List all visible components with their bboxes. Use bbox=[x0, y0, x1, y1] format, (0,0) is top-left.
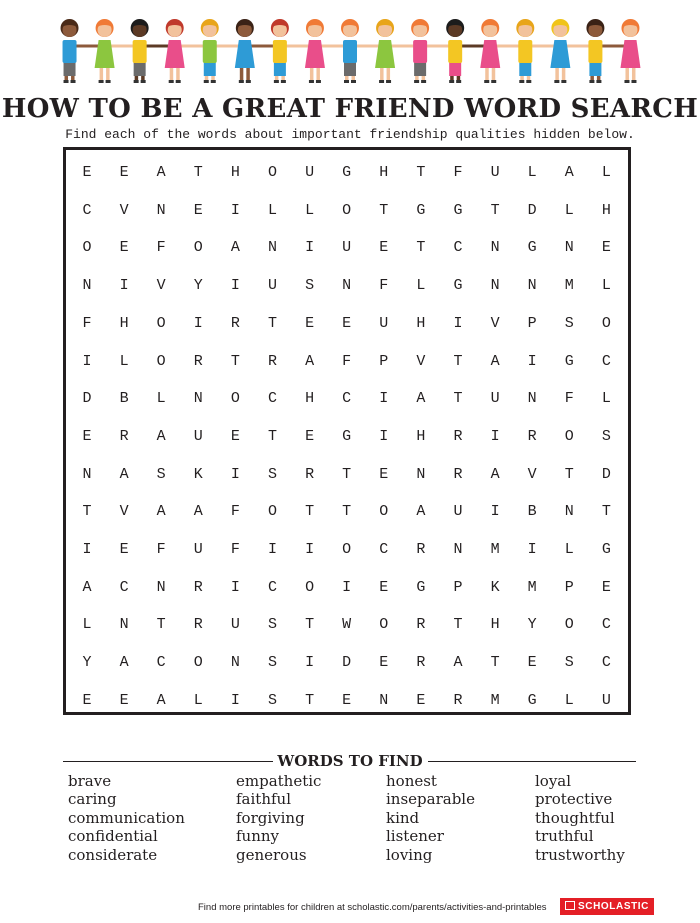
grid-letter[interactable]: T bbox=[82, 503, 92, 521]
grid-letter[interactable]: N bbox=[527, 390, 537, 408]
logo-text: SCHOLASTIC bbox=[578, 901, 649, 912]
grid-letter[interactable]: A bbox=[156, 503, 166, 521]
grid-letter[interactable]: O bbox=[342, 541, 352, 558]
grid-letter[interactable]: U bbox=[193, 541, 203, 558]
grid-letter[interactable]: L bbox=[564, 541, 574, 558]
grid-letter[interactable]: E bbox=[305, 427, 315, 445]
grid-letter[interactable]: H bbox=[416, 427, 426, 445]
grid-letter[interactable]: A bbox=[305, 352, 315, 370]
grid-row bbox=[66, 238, 628, 258]
grid-letter[interactable]: N bbox=[453, 541, 463, 558]
grid-letter[interactable]: R bbox=[193, 616, 203, 634]
word-item: thoughtful bbox=[535, 808, 615, 827]
grid-letter[interactable]: H bbox=[601, 201, 611, 219]
grid-letter[interactable]: R bbox=[267, 352, 277, 370]
grid-letter[interactable]: A bbox=[156, 691, 166, 709]
grid-letter[interactable]: T bbox=[453, 390, 463, 408]
grid-letter[interactable]: K bbox=[490, 578, 500, 596]
grid-letter[interactable]: T bbox=[342, 503, 352, 521]
word-item: forgiving bbox=[236, 808, 305, 827]
grid-letter[interactable]: O bbox=[193, 654, 203, 672]
grid-letter[interactable]: T bbox=[379, 201, 389, 219]
grid-letter[interactable]: N bbox=[379, 691, 389, 709]
word-item: funny bbox=[236, 827, 280, 846]
grid-letter[interactable]: L bbox=[564, 201, 574, 219]
word-item: confidential bbox=[68, 827, 158, 846]
grid-letter[interactable]: E bbox=[379, 654, 389, 672]
grid-letter[interactable]: R bbox=[193, 578, 203, 596]
grid-letter[interactable]: I bbox=[230, 578, 240, 596]
grid-letter[interactable]: C bbox=[601, 352, 611, 370]
kid-figure bbox=[305, 19, 325, 83]
grid-letter[interactable]: U bbox=[601, 691, 611, 709]
word-item: inseparable bbox=[386, 790, 475, 809]
grid-letter[interactable]: S bbox=[601, 427, 611, 445]
grid-letter[interactable]: E bbox=[119, 541, 129, 558]
book-icon bbox=[565, 901, 575, 910]
grid-letter[interactable]: O bbox=[267, 503, 277, 521]
word-item: listener bbox=[386, 827, 444, 846]
grid-letter[interactable]: L bbox=[82, 616, 92, 634]
grid-letter[interactable]: G bbox=[453, 201, 463, 219]
grid-letter[interactable]: A bbox=[82, 578, 92, 596]
grid-letter[interactable]: S bbox=[305, 277, 315, 295]
grid-letter[interactable]: A bbox=[490, 352, 500, 370]
grid-letter[interactable]: T bbox=[267, 427, 277, 445]
grid-letter[interactable]: U bbox=[193, 427, 203, 445]
word-item: empathetic bbox=[236, 772, 322, 790]
grid-letter[interactable]: E bbox=[119, 239, 129, 257]
grid-letter[interactable]: I bbox=[230, 277, 240, 295]
grid-letter[interactable]: T bbox=[453, 616, 463, 634]
grid-letter[interactable]: E bbox=[82, 164, 92, 181]
grid-letter[interactable]: G bbox=[453, 277, 463, 295]
grid-letter[interactable]: C bbox=[267, 390, 277, 408]
grid-letter[interactable]: E bbox=[230, 427, 240, 445]
grid-letter[interactable]: S bbox=[267, 465, 277, 483]
grid-letter[interactable]: T bbox=[230, 352, 240, 370]
grid-letter[interactable]: N bbox=[230, 654, 240, 672]
grid-letter[interactable]: I bbox=[379, 390, 389, 408]
grid-letter[interactable]: P bbox=[379, 352, 389, 370]
grid-letter[interactable]: V bbox=[416, 352, 426, 370]
grid-letter[interactable]: O bbox=[601, 314, 611, 332]
grid-letter[interactable]: H bbox=[305, 390, 315, 408]
grid-letter[interactable]: N bbox=[564, 503, 574, 521]
grid-row bbox=[66, 502, 628, 522]
grid-letter[interactable]: U bbox=[490, 164, 500, 181]
grid-letter[interactable]: T bbox=[601, 503, 611, 521]
word-item: caring bbox=[68, 790, 117, 809]
grid-letter[interactable]: T bbox=[305, 616, 315, 634]
grid-letter[interactable]: T bbox=[416, 164, 426, 181]
grid-letter[interactable]: T bbox=[453, 352, 463, 370]
grid-letter[interactable]: I bbox=[305, 239, 315, 257]
grid-letter[interactable]: G bbox=[342, 164, 352, 181]
grid-letter[interactable]: U bbox=[230, 616, 240, 634]
grid-letter[interactable]: Y bbox=[527, 616, 537, 634]
grid-letter[interactable]: H bbox=[416, 314, 426, 332]
grid-letter[interactable]: N bbox=[416, 465, 426, 483]
grid-letter[interactable]: R bbox=[416, 654, 426, 672]
word-item: honest bbox=[386, 772, 437, 790]
grid-letter[interactable]: T bbox=[416, 239, 426, 257]
grid-letter[interactable]: F bbox=[156, 541, 166, 558]
grid-letter[interactable]: C bbox=[156, 654, 166, 672]
word-column-1 bbox=[68, 772, 185, 864]
grid-row bbox=[66, 314, 628, 334]
grid-letter[interactable]: D bbox=[601, 465, 611, 483]
grid-letter[interactable]: T bbox=[193, 164, 203, 181]
grid-letter[interactable]: N bbox=[527, 277, 537, 295]
grid-letter[interactable]: C bbox=[342, 390, 352, 408]
grid-letter[interactable]: P bbox=[564, 578, 574, 596]
word-item: communication bbox=[68, 808, 185, 827]
grid-letter[interactable]: O bbox=[564, 616, 574, 634]
grid-letter[interactable]: L bbox=[601, 390, 611, 408]
grid-letter[interactable]: B bbox=[119, 390, 129, 408]
grid-letter[interactable]: T bbox=[305, 503, 315, 521]
kid-figure bbox=[550, 19, 570, 83]
grid-letter[interactable]: I bbox=[267, 541, 277, 558]
grid-letter[interactable]: D bbox=[527, 201, 537, 219]
grid-letter[interactable]: O bbox=[379, 503, 389, 521]
grid-letter[interactable]: R bbox=[416, 541, 426, 558]
grid-letter[interactable]: V bbox=[119, 503, 129, 521]
grid-letter[interactable]: E bbox=[379, 239, 389, 257]
grid-letter[interactable]: E bbox=[379, 465, 389, 483]
grid-letter[interactable]: A bbox=[416, 390, 426, 408]
grid-letter[interactable]: V bbox=[527, 465, 537, 483]
grid-letter[interactable]: S bbox=[267, 654, 277, 672]
grid-letter[interactable]: G bbox=[527, 691, 537, 709]
word-column-4 bbox=[535, 772, 625, 864]
grid-row bbox=[66, 389, 628, 409]
grid-letter[interactable]: A bbox=[156, 164, 166, 181]
grid-letter[interactable]: S bbox=[564, 654, 574, 672]
grid-letter[interactable]: L bbox=[601, 277, 611, 295]
kid-figure bbox=[201, 19, 219, 83]
kid-figure bbox=[411, 19, 429, 83]
grid-row bbox=[66, 352, 628, 372]
grid-letter[interactable]: F bbox=[82, 314, 92, 332]
grid-letter[interactable]: R bbox=[416, 616, 426, 634]
kid-figure bbox=[95, 19, 115, 83]
grid-letter[interactable]: I bbox=[82, 352, 92, 370]
grid-letter[interactable]: F bbox=[379, 277, 389, 295]
grid-letter[interactable]: O bbox=[156, 314, 166, 332]
grid-letter[interactable]: O bbox=[82, 239, 92, 257]
grid-letter[interactable]: F bbox=[342, 352, 352, 370]
grid-letter[interactable]: E bbox=[601, 239, 611, 257]
kid-figure bbox=[165, 19, 185, 83]
grid-letter[interactable]: U bbox=[342, 239, 352, 257]
grid-letter[interactable]: L bbox=[416, 277, 426, 295]
word-item: brave bbox=[68, 772, 112, 790]
grid-letter[interactable]: R bbox=[305, 465, 315, 483]
grid-letter[interactable]: S bbox=[267, 691, 277, 709]
word-search-grid bbox=[63, 147, 631, 715]
grid-letter[interactable]: T bbox=[267, 314, 277, 332]
grid-letter[interactable]: A bbox=[230, 239, 240, 257]
kid-figure bbox=[446, 19, 464, 83]
grid-letter[interactable]: I bbox=[230, 465, 240, 483]
grid-letter[interactable]: E bbox=[119, 691, 129, 709]
kid-figure bbox=[480, 19, 500, 83]
grid-letter[interactable]: N bbox=[156, 578, 166, 596]
grid-letter[interactable]: G bbox=[416, 201, 426, 219]
grid-letter[interactable]: E bbox=[119, 164, 129, 181]
grid-letter[interactable]: E bbox=[527, 654, 537, 672]
grid-letter[interactable]: L bbox=[564, 691, 574, 709]
instructions-text: Find each of the words about important friendship qualities hidden below. bbox=[65, 127, 635, 142]
grid-letter[interactable]: N bbox=[342, 277, 352, 295]
word-item: generous bbox=[236, 845, 307, 864]
grid-letter[interactable]: R bbox=[453, 427, 463, 445]
grid-letter[interactable]: E bbox=[342, 691, 352, 709]
grid-row bbox=[66, 276, 628, 296]
grid-letter[interactable]: M bbox=[490, 541, 500, 558]
grid-row bbox=[66, 653, 628, 673]
grid-letter[interactable]: R bbox=[527, 427, 537, 445]
grid-letter[interactable]: C bbox=[601, 616, 611, 634]
kid-figure bbox=[341, 19, 359, 83]
word-item: trustworthy bbox=[535, 845, 625, 864]
grid-letter[interactable]: R bbox=[453, 465, 463, 483]
grid-letter[interactable]: U bbox=[490, 390, 500, 408]
grid-letter[interactable]: A bbox=[156, 427, 166, 445]
grid-letter[interactable]: N bbox=[119, 616, 129, 634]
grid-letter[interactable]: M bbox=[490, 691, 500, 709]
kid-figure bbox=[271, 19, 289, 83]
grid-row bbox=[66, 691, 628, 711]
grid-letter[interactable]: R bbox=[230, 314, 240, 332]
grid-letter[interactable]: A bbox=[490, 465, 500, 483]
grid-letter[interactable]: E bbox=[82, 427, 92, 445]
word-item: protective bbox=[535, 790, 613, 809]
kid-figure bbox=[620, 19, 640, 83]
grid-letter[interactable]: T bbox=[564, 465, 574, 483]
grid-letter[interactable]: N bbox=[564, 239, 574, 257]
grid-letter[interactable]: O bbox=[156, 352, 166, 370]
grid-letter[interactable]: E bbox=[305, 314, 315, 332]
grid-letter[interactable]: O bbox=[305, 578, 315, 596]
grid-letter[interactable]: U bbox=[267, 277, 277, 295]
grid-letter[interactable]: L bbox=[527, 164, 537, 181]
grid-letter[interactable]: C bbox=[82, 201, 92, 219]
grid-letter[interactable]: L bbox=[193, 691, 203, 709]
grid-letter[interactable]: N bbox=[267, 239, 277, 257]
grid-letter[interactable]: I bbox=[230, 691, 240, 709]
grid-letter[interactable]: T bbox=[490, 654, 500, 672]
grid-letter[interactable]: D bbox=[342, 654, 352, 672]
grid-letter[interactable]: F bbox=[156, 239, 166, 257]
grid-letter[interactable]: I bbox=[453, 314, 463, 332]
grid-letter[interactable]: S bbox=[156, 465, 166, 483]
kid-figure bbox=[61, 19, 79, 83]
grid-letter[interactable]: G bbox=[564, 352, 574, 370]
grid-letter[interactable]: F bbox=[453, 164, 463, 181]
grid-row bbox=[66, 465, 628, 485]
grid-letter[interactable]: R bbox=[119, 427, 129, 445]
grid-row bbox=[66, 578, 628, 598]
grid-letter[interactable]: L bbox=[305, 201, 315, 219]
grid-letter[interactable]: H bbox=[490, 616, 500, 634]
grid-letter[interactable]: Y bbox=[193, 277, 203, 295]
word-column-2 bbox=[236, 772, 321, 864]
grid-letter[interactable]: I bbox=[342, 578, 352, 596]
grid-letter[interactable]: C bbox=[453, 239, 463, 257]
grid-letter[interactable]: O bbox=[230, 390, 240, 408]
grid-letter[interactable]: U bbox=[305, 164, 315, 181]
grid-letter[interactable]: O bbox=[193, 239, 203, 257]
grid-letter[interactable]: Y bbox=[82, 654, 92, 672]
grid-letter[interactable]: G bbox=[527, 239, 537, 257]
kid-figure bbox=[516, 19, 534, 83]
kid-figure bbox=[586, 19, 604, 83]
grid-letter[interactable]: C bbox=[379, 541, 389, 558]
grid-letter[interactable]: I bbox=[490, 503, 500, 521]
grid-letter[interactable]: I bbox=[527, 352, 537, 370]
grid-letter[interactable]: I bbox=[379, 427, 389, 445]
grid-letter[interactable]: F bbox=[230, 541, 240, 558]
word-column-3 bbox=[386, 772, 475, 864]
grid-row bbox=[66, 163, 628, 183]
grid-letter[interactable]: O bbox=[342, 201, 352, 219]
grid-letter[interactable]: I bbox=[527, 541, 537, 558]
grid-letter[interactable]: F bbox=[230, 503, 240, 521]
word-item: kind bbox=[386, 808, 420, 827]
word-item: considerate bbox=[68, 845, 158, 864]
grid-letter[interactable]: N bbox=[490, 277, 500, 295]
grid-letter[interactable]: W bbox=[342, 616, 352, 634]
grid-letter[interactable]: A bbox=[453, 654, 463, 672]
grid-letter[interactable]: O bbox=[379, 616, 389, 634]
grid-row bbox=[66, 427, 628, 447]
grid-letter[interactable]: T bbox=[490, 201, 500, 219]
grid-letter[interactable]: I bbox=[305, 541, 315, 558]
grid-letter[interactable]: V bbox=[156, 277, 166, 295]
grid-letter[interactable]: L bbox=[119, 352, 129, 370]
grid-letter[interactable]: N bbox=[82, 277, 92, 295]
page-title: HOW TO BE A GREAT FRIEND WORD SEARCH bbox=[1, 94, 699, 124]
grid-letter[interactable]: U bbox=[379, 314, 389, 332]
grid-letter[interactable]: P bbox=[527, 314, 537, 332]
grid-letter[interactable]: R bbox=[193, 352, 203, 370]
footer-link-text[interactable]: Find more printables for children at scholastic.com/parents/activities-and-printables bbox=[198, 902, 547, 913]
grid-letter[interactable]: E bbox=[601, 578, 611, 596]
grid-letter[interactable]: S bbox=[564, 314, 574, 332]
grid-letter[interactable]: P bbox=[453, 578, 463, 596]
scholastic-logo bbox=[560, 898, 654, 915]
grid-letter[interactable]: A bbox=[193, 503, 203, 521]
grid-letter[interactable]: T bbox=[156, 616, 166, 634]
grid-letter[interactable]: I bbox=[305, 654, 315, 672]
kid-figure bbox=[235, 19, 255, 83]
grid-letter[interactable]: N bbox=[156, 201, 166, 219]
grid-letter[interactable]: A bbox=[564, 164, 574, 181]
grid-letter[interactable]: L bbox=[267, 201, 277, 219]
word-item: truthful bbox=[535, 827, 594, 846]
grid-letter[interactable]: G bbox=[601, 541, 611, 558]
grid-letter[interactable]: E bbox=[379, 578, 389, 596]
grid-letter[interactable]: B bbox=[527, 503, 537, 521]
kid-figure bbox=[375, 19, 395, 83]
grid-letter[interactable]: G bbox=[416, 578, 426, 596]
grid-letter[interactable]: M bbox=[527, 578, 537, 596]
grid-letter[interactable]: H bbox=[379, 164, 389, 181]
grid-letter[interactable]: E bbox=[342, 314, 352, 332]
word-item: loving bbox=[386, 845, 433, 864]
grid-letter[interactable]: U bbox=[453, 503, 463, 521]
grid-letter[interactable]: C bbox=[119, 578, 129, 596]
grid-row bbox=[66, 201, 628, 221]
words-to-find-heading: WORDS TO FIND bbox=[277, 752, 423, 770]
grid-letter[interactable]: E bbox=[82, 691, 92, 709]
kids-holding-hands-banner bbox=[52, 18, 648, 86]
grid-letter[interactable]: I bbox=[490, 427, 500, 445]
grid-letter[interactable]: D bbox=[82, 390, 92, 408]
word-item: loyal bbox=[535, 772, 572, 790]
grid-letter[interactable]: H bbox=[230, 164, 240, 181]
grid-letter[interactable]: C bbox=[601, 654, 611, 672]
grid-letter[interactable]: F bbox=[564, 390, 574, 408]
kid-figure bbox=[131, 19, 149, 83]
grid-letter[interactable]: A bbox=[119, 465, 129, 483]
grid-letter[interactable]: T bbox=[305, 691, 315, 709]
grid-letter[interactable]: E bbox=[416, 691, 426, 709]
grid-letter[interactable]: H bbox=[119, 314, 129, 332]
grid-letter[interactable]: I bbox=[119, 277, 129, 295]
grid-letter[interactable]: I bbox=[193, 314, 203, 332]
grid-letter[interactable]: O bbox=[564, 427, 574, 445]
grid-letter[interactable]: L bbox=[156, 390, 166, 408]
grid-row bbox=[66, 540, 628, 560]
grid-letter[interactable]: G bbox=[342, 427, 352, 445]
grid-letter[interactable]: S bbox=[267, 616, 277, 634]
grid-letter[interactable]: C bbox=[267, 578, 277, 596]
grid-row bbox=[66, 615, 628, 635]
grid-letter[interactable]: R bbox=[453, 691, 463, 709]
grid-letter[interactable]: T bbox=[342, 465, 352, 483]
grid-letter[interactable]: I bbox=[230, 201, 240, 219]
grid-letter[interactable]: L bbox=[601, 164, 611, 181]
grid-letter[interactable]: O bbox=[267, 164, 277, 181]
grid-letter[interactable]: N bbox=[82, 465, 92, 483]
grid-letter[interactable]: M bbox=[564, 277, 574, 295]
grid-letter[interactable]: N bbox=[193, 390, 203, 408]
grid-letter[interactable]: N bbox=[490, 239, 500, 257]
grid-letter[interactable]: A bbox=[416, 503, 426, 521]
grid-letter[interactable]: A bbox=[119, 654, 129, 672]
grid-letter[interactable]: E bbox=[193, 201, 203, 219]
grid-letter[interactable]: V bbox=[119, 201, 129, 219]
grid-letter[interactable]: V bbox=[490, 314, 500, 332]
word-item: faithful bbox=[236, 790, 291, 809]
grid-letter[interactable]: K bbox=[193, 465, 203, 483]
grid-letter[interactable]: I bbox=[82, 541, 92, 558]
